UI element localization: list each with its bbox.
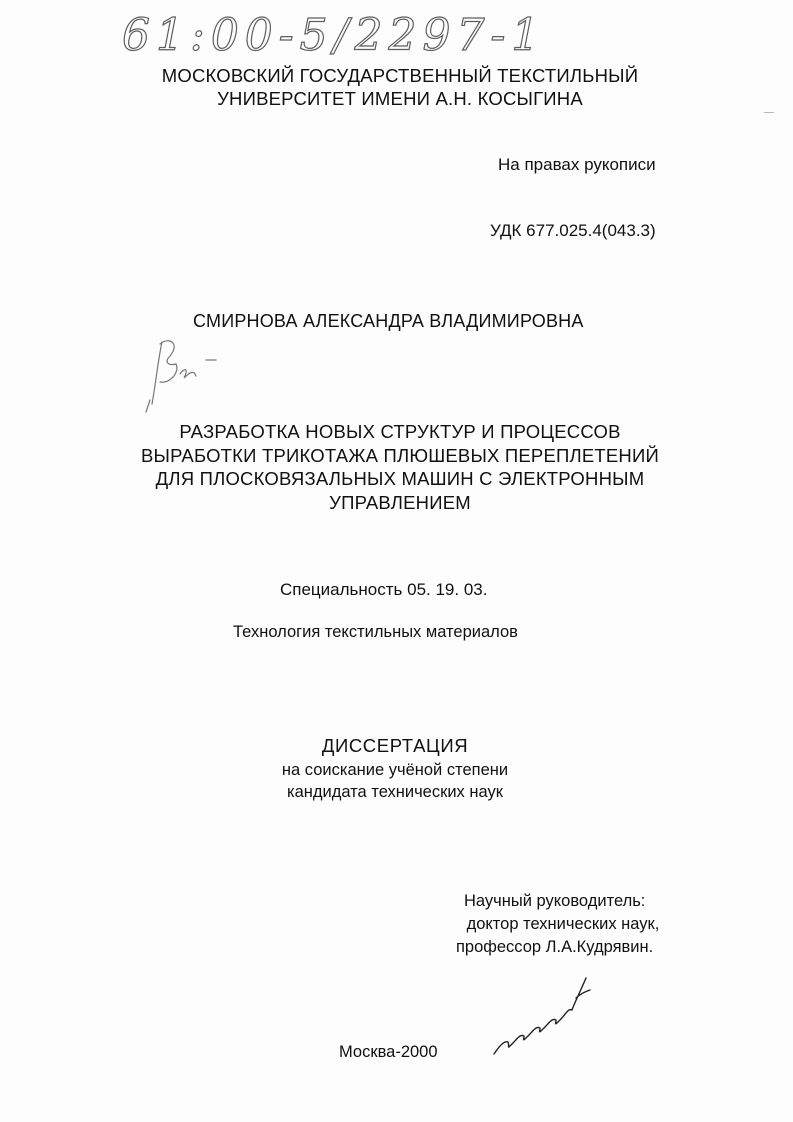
title-line-4: УПРАВЛЕНИЕМ bbox=[329, 491, 471, 513]
supervisor-signature bbox=[486, 968, 598, 1060]
university-line-1: МОСКОВСКИЙ ГОСУДАРСТВЕННЫЙ ТЕКСТИЛЬНЫЙ bbox=[161, 65, 639, 86]
title-line-2: ВЫРАБОТКИ ТРИКОТАЖА ПЛЮШЕВЫХ ПЕРЕПЛЕТЕНИЙ bbox=[141, 444, 659, 466]
manuscript-note: На правах рукописи bbox=[498, 155, 656, 174]
title-line-3: ДЛЯ ПЛОСКОВЯЗАЛЬНЫХ МАШИН С ЭЛЕКТРОННЫМ bbox=[155, 468, 645, 489]
university-line-2: УНИВЕРСИТЕТ ИМЕНИ А.Н. КОСЫГИНА bbox=[217, 88, 583, 109]
handwritten-archive-number bbox=[118, 2, 558, 64]
supervisor-block bbox=[440, 890, 659, 959]
supervisor-name: профессор Л.А.Кудрявин. bbox=[456, 938, 654, 956]
degree-block bbox=[220, 733, 570, 803]
degree-line-2: кандидата технических наук bbox=[287, 783, 503, 801]
title-line-1: РАЗРАБОТКА НОВЫХ СТРУКТУР И ПРОЦЕССОВ bbox=[179, 421, 621, 442]
author-name: СМИРНОВА АЛЕКСАНДРА ВЛАДИМИРОВНА bbox=[193, 311, 584, 331]
city-and-year: Москва-2000 bbox=[339, 1043, 438, 1061]
supervisor-degree: доктор технических наук, bbox=[462, 915, 660, 933]
archive-number-text: 61:00-5/2297-1 bbox=[122, 10, 546, 61]
scan-edge-mark bbox=[764, 112, 774, 113]
supervisor-label: Научный руководитель: bbox=[464, 892, 646, 910]
specialty-code: Специальность 05. 19. 03. bbox=[280, 580, 488, 599]
author-signature bbox=[140, 330, 240, 420]
university-name bbox=[120, 64, 680, 110]
udk-code: УДК 677.025.4(043.3) bbox=[490, 221, 656, 240]
degree-heading: ДИССЕРТАЦИЯ bbox=[321, 735, 469, 756]
degree-line-1: на соискание учёной степени bbox=[281, 761, 509, 779]
dissertation-title bbox=[120, 420, 680, 514]
specialty-field: Технология текстильных материалов bbox=[233, 623, 518, 641]
